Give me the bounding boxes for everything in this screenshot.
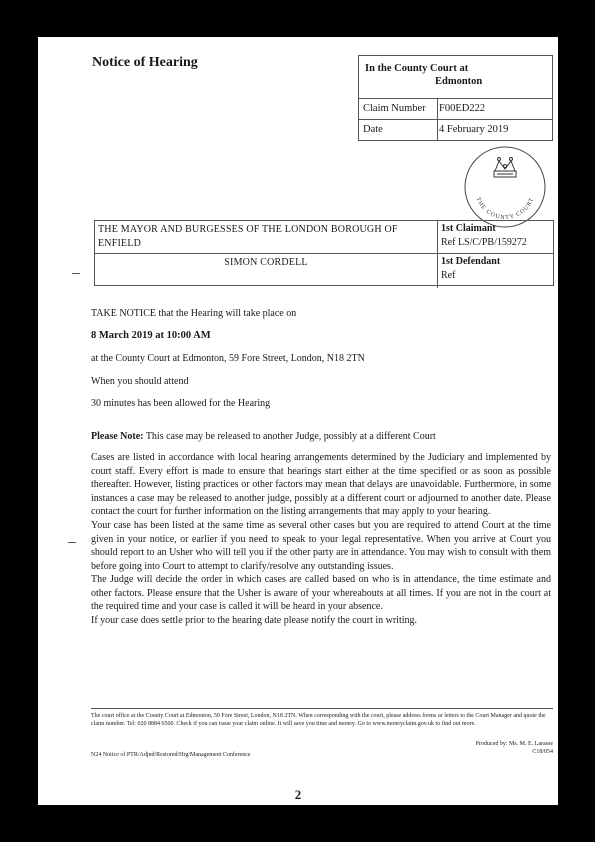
date-row bbox=[359, 119, 552, 140]
claimant-name: THE MAYOR AND BURGESSES OF THE LONDON BOROUGH OF ENFIELD bbox=[95, 221, 438, 255]
footer-text: The court office at the County Court at Edmonton, 59 Fore Street, London, N18 2TN. When corresponding with the court, please address forms or letters to the Court Manager and quote the claim number. Tel: 020 8884 6500. Check if you can issue your claim online. It will save you time and money. Go to www.moneyclaim.gov.uk to find out more. bbox=[91, 713, 546, 727]
claimant-row bbox=[95, 221, 553, 253]
please-note-text: This case may be released to another Judge, possibly at a different Court bbox=[145, 431, 436, 442]
please-note bbox=[91, 430, 551, 444]
when-attend: When you should attend bbox=[91, 376, 189, 387]
court-line1: In the County Court at bbox=[365, 63, 469, 74]
court-line2: Edmonton bbox=[435, 76, 483, 87]
seal-text: THE COUNTY COURT bbox=[474, 196, 536, 222]
please-note-label: Please Note: bbox=[91, 431, 144, 442]
take-notice: TAKE NOTICE that the Hearing will take place on bbox=[91, 308, 297, 319]
date-value: 4 February 2019 bbox=[439, 124, 509, 135]
defendant-role: 1st Defendant bbox=[441, 256, 501, 267]
paragraph-settle: If your case does settle prior to the hearing date please notify the court in writing. bbox=[91, 615, 418, 626]
svg-text:THE COUNTY COURT bbox=[474, 197, 535, 221]
produced-by bbox=[398, 740, 553, 756]
court-details-box bbox=[358, 55, 553, 141]
form-reference: N24 Notice of PTR/Adjnd/Restored/Hrg/Management Conference bbox=[91, 752, 251, 758]
document-title: Notice of Hearing bbox=[92, 55, 198, 70]
time-allowed: 30 minutes has been allowed for the Hearing bbox=[91, 398, 271, 409]
paragraph-order: The Judge will decide the order in which cases are called based on who is in attendance, the time estimate and other factors. Please ensure that the Usher is aware of your whereabouts at all times. If you are not in the court at the required time and your case is called it will be heard in your absence. bbox=[91, 574, 551, 612]
court-seal-icon bbox=[461, 143, 549, 231]
claimant-ref: Ref LS/C/PB/159272 bbox=[441, 237, 527, 248]
defendant-name: SIMON CORDELL bbox=[95, 254, 438, 288]
paragraph-attendance: Your case has been listed at the same time as several other cases but you are required to attend Court at the time given in your notice, or earlier if you need to speak to your legal representative. When you arrive at Court you should report to an Usher who will tell you if the other party are in attendance. You may wish to consult with them before going into Court to attempt to clarify/resolve any outstanding issues. bbox=[91, 520, 551, 572]
claim-number-value: F00ED222 bbox=[439, 103, 486, 114]
court-name bbox=[365, 62, 545, 88]
hearing-datetime: 8 March 2019 at 10:00 AM bbox=[91, 330, 211, 341]
scan-mark bbox=[72, 273, 80, 274]
paragraph-listing: Cases are listed in accordance with local hearing arrangements determined by the Judiciary and implemented by court staff. Every effort is made to ensure that hearings start either at the time specified or as soon as possible thereafter. However, listing practices or other factors may mean that delays are unavoidable. Furthermore, in some instances a case may be released to another judge, possibly at a different court or adjourned to another date. Please contact the court for further information on the listing arrangements that may apply to your hearing. bbox=[91, 452, 551, 517]
hearing-location: at the County Court at Edmonton, 59 Fore Street, London, N18 2TN bbox=[91, 353, 365, 364]
form-code: C18/054 bbox=[532, 749, 553, 755]
date-label: Date bbox=[359, 120, 438, 140]
produced-by-text: Produced by: Ms. M. E. Larasse bbox=[475, 741, 553, 747]
claimant-role: 1st Claimant bbox=[441, 223, 496, 234]
defendant-row bbox=[95, 253, 553, 286]
footer-divider bbox=[91, 708, 553, 709]
parties-table bbox=[94, 220, 554, 286]
scan-mark bbox=[68, 542, 76, 543]
page-number: 2 bbox=[294, 787, 302, 802]
claim-number-row bbox=[359, 98, 552, 119]
defendant-ref: Ref bbox=[441, 270, 456, 281]
claim-number-label: Claim Number bbox=[359, 99, 438, 119]
document-page bbox=[38, 37, 558, 805]
